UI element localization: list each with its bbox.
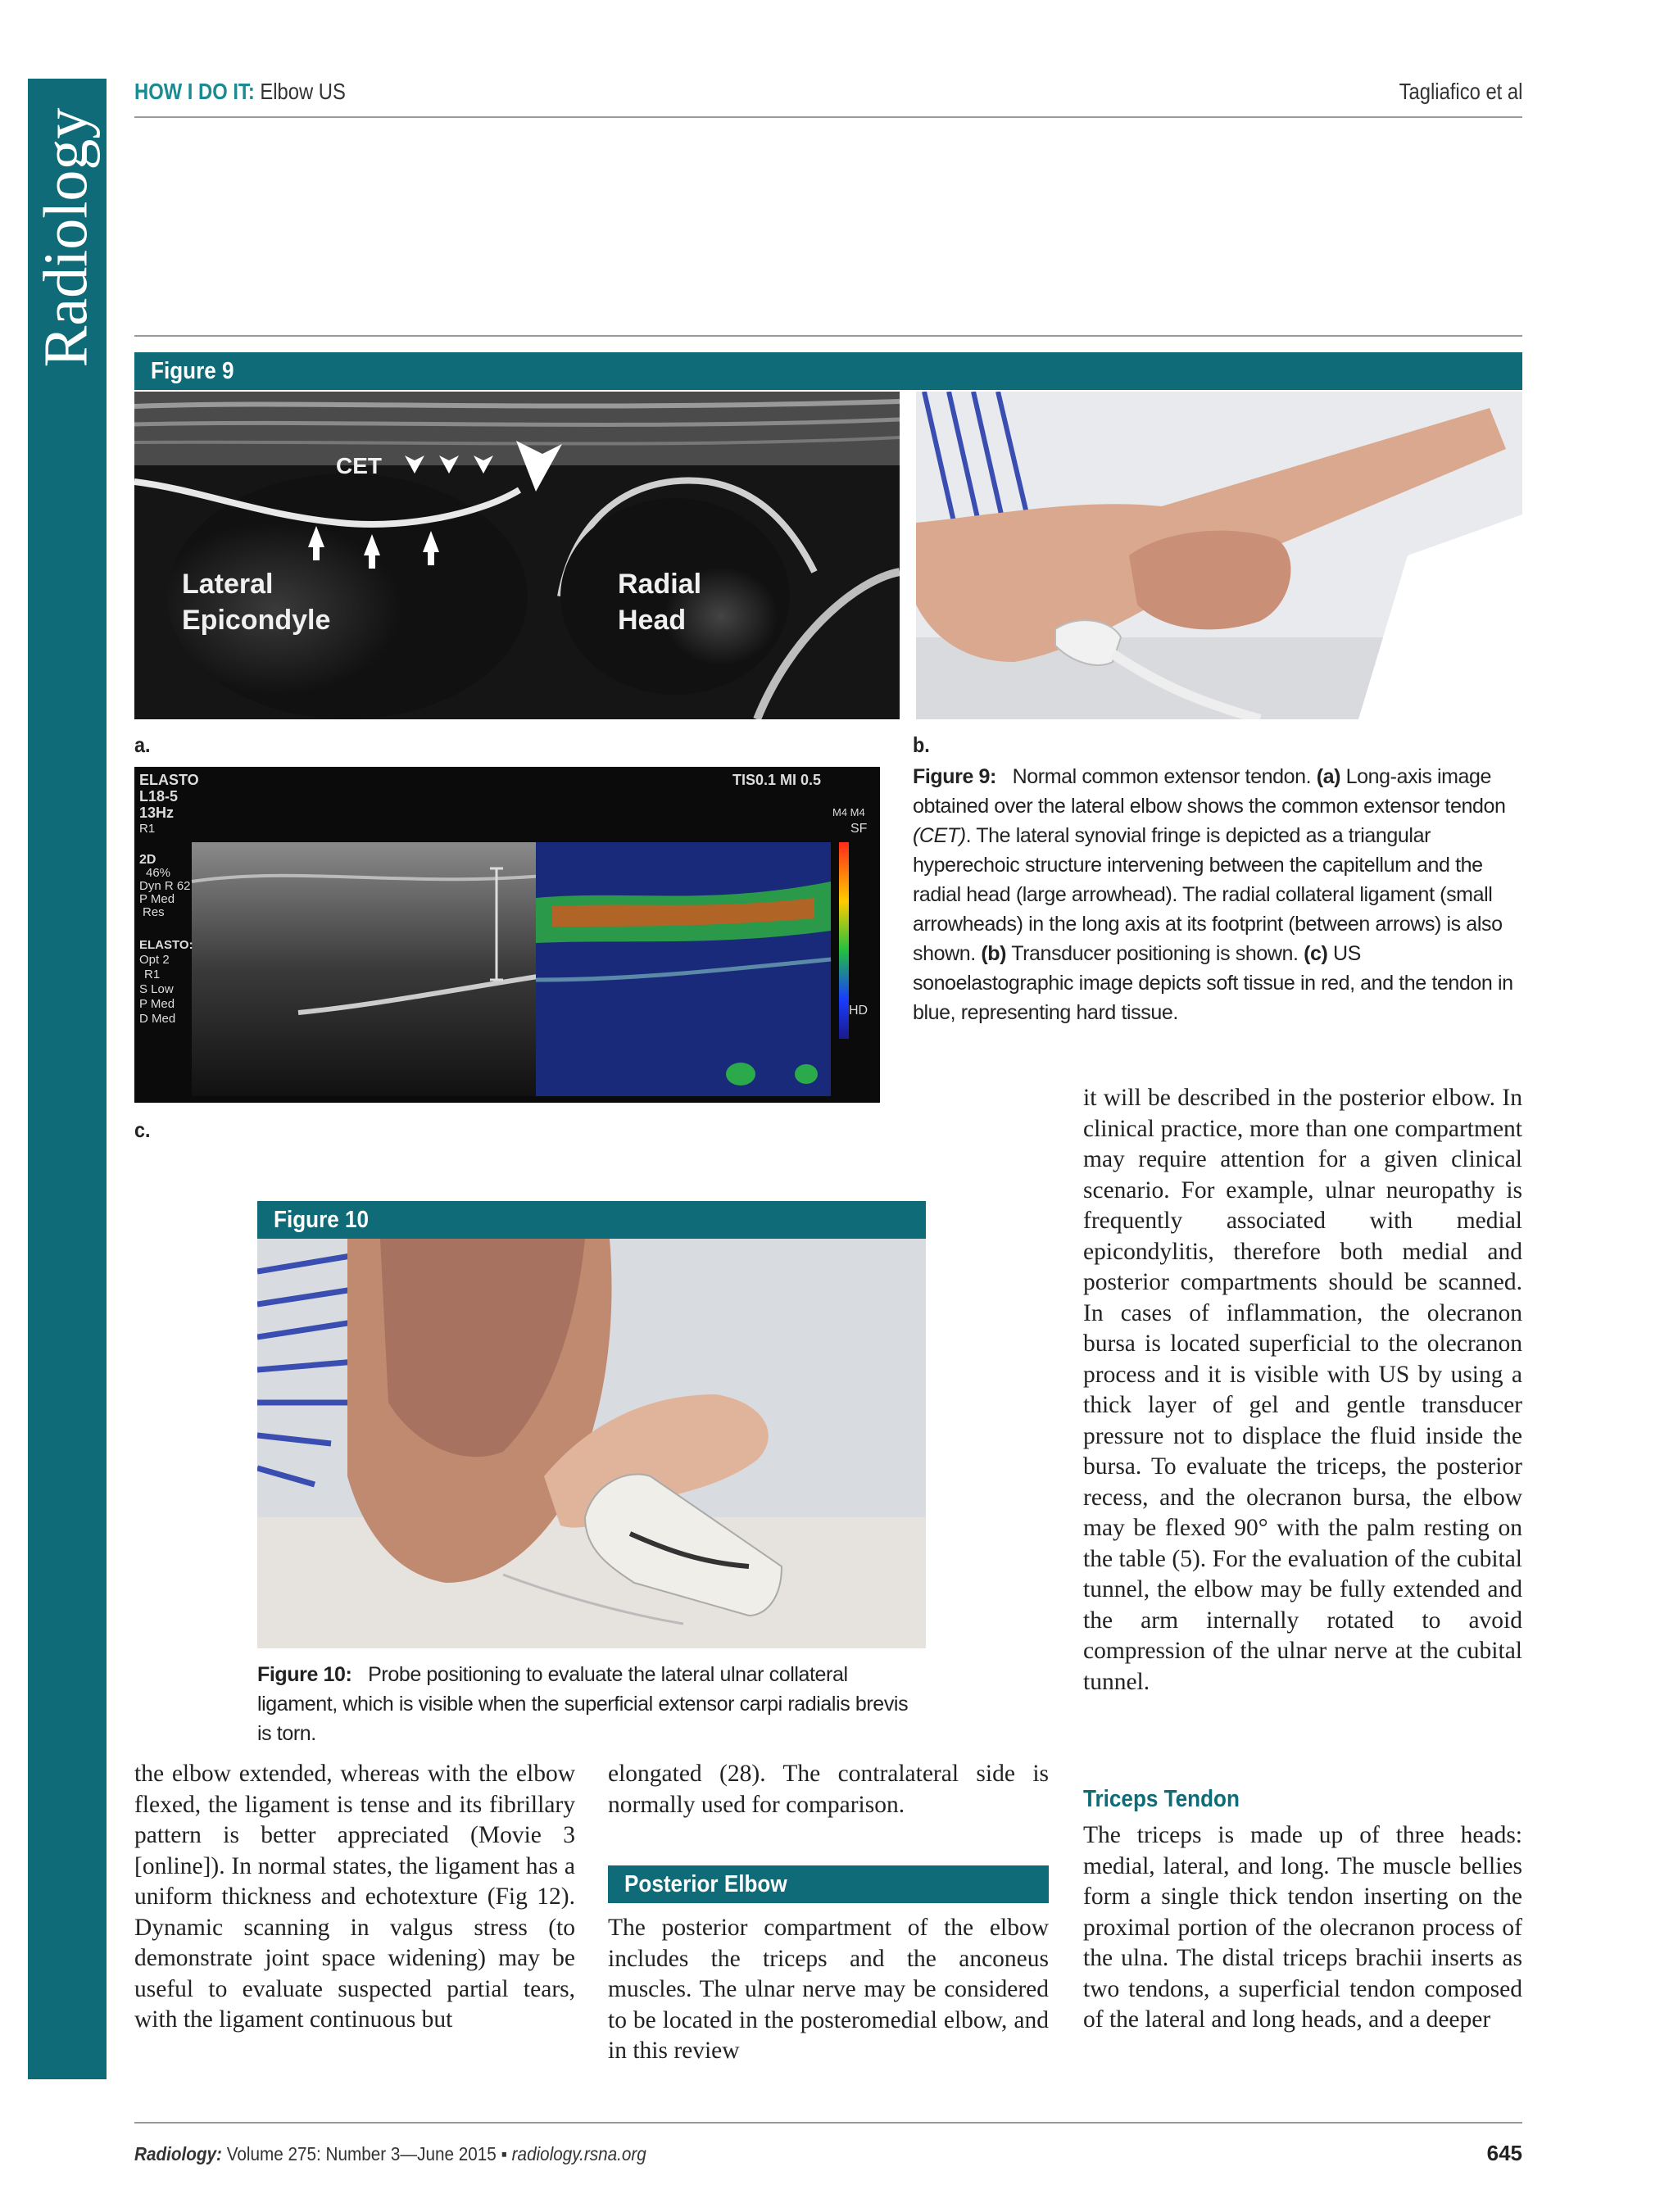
body-paragraph-col2: elongated (28). The contralateral side is normally used for comparison. [608,1761,1049,1818]
us-label-epicondyle: Epicondyle [182,605,331,636]
elasto-scale-top: M4 M4 [832,806,865,818]
us-label-radial: Radial [618,569,702,600]
elasto-line-6: Dyn R 62 [139,879,191,893]
elasto-line-11: R1 [144,968,161,981]
posterior-elbow-section [608,1913,1049,2067]
footer-volume: Volume 275: Number 3—June 2015 ▪ [221,2143,512,2164]
page-number: 645 [1486,2141,1522,2165]
figure9-caption-part: Transducer positioning is shown. [1006,942,1304,965]
elasto-line-4: 2D [139,853,156,867]
triceps-tendon-section [1083,1820,1522,2036]
figure9-caption-part: Normal common extensor tendon. [1012,765,1317,788]
figure10-label-bar: Figure 10 [257,1201,926,1239]
journal-spine [28,79,107,2079]
footer-url: radiology.rsna.org [511,2143,646,2164]
figure10-probe-photo [257,1239,926,1648]
posterior-elbow-heading: Posterior Elbow [608,1865,1049,1903]
elasto-line-1: L18-5 [139,788,179,805]
elasto-line-2: 13Hz [139,805,175,821]
body-paragraph-triceps: The triceps is made up of three heads: medial, lateral, and long. The muscle bellies form a single thick tendon inserting on the proximal portion of the olecranon process of the ulna. The distal triceps brachii inserts as two tendons, a superficial tendon composed of the lateral and long heads, and a deeper [1083,1822,1522,2033]
panel-label-b: b. [913,732,930,757]
elasto-line-3: R1 [139,822,156,836]
header-section: Elbow US [260,79,346,104]
body-paragraph-col1: the elbow extended, whereas with the elbow flexed, the ligament is tense and its fibrillary pattern is better appreciated (Movie 3 [online]). In normal states, the ligament has a uniform thickness and echotexture (Fig 12). Dynamic scanning in valgus stress (to demonstrate joint space widening) may be useful to evaluate suspected partial tears, with the ligament continuous but [134,1761,575,2033]
figure9-caption [913,762,1522,1027]
elasto-scale-sf: SF [850,822,868,836]
header-rule [134,116,1522,118]
running-header-left [134,79,346,105]
footer-citation [134,2143,646,2165]
figure10-caption [257,1660,926,1748]
figure9-label-bar: Figure 9 [134,352,1522,390]
figure-top-rule [134,335,1522,337]
body-column-3 [1083,1083,1522,1698]
elasto-scale-hd: HD [849,1004,868,1018]
figure9-caption-part: (c) [1304,942,1328,965]
figure9-caption-part: . The lateral synovial fringe is depicted as a triangular hyperechoic structure intervening between the capitellum and the radial head (large arrowhead). The radial collateral ligament (small arrowheads) in the long axis at its footprint (between arrows) is also shown. [913,824,1503,965]
elasto-line-14: D Med [139,1012,176,1026]
body-column-2 [608,1759,1049,1820]
figure9b-transducer-photo [916,392,1522,719]
panel-label-a: a. [134,732,151,757]
running-header-authors: Tagliafico et al [1399,79,1522,104]
figure9-caption-part: (b) [981,942,1007,965]
journal-spine-title: Radiology [31,107,101,368]
elasto-line-8: Res [143,905,165,919]
body-paragraph-col3: it will be described in the posterior elbow. In clinical practice, more than one compartment may require attention for a given clinical scenario. For example, ulnar neuropathy is frequently associated with medial epicondylitis, therefore both medial and posterior compartments should be scanned. In cases of inflammation, the olecranon bursa is located superficial to the olecranon process and it is visible with US by using a thick layer of gel and gentle transducer pressure not to displace the fluid inside the bursa. To evaluate the triceps, the posterior recess, and the olecranon bursa, the elbow may be flexed 90° with the palm resting on the table (5). For the evaluation of the cubital tunnel, the elbow may be fully extended and the arm internally rotated to avoid compression of the ulnar nerve at the cubital tunnel. [1083,1085,1522,1695]
elasto-tis-mi: TIS0.1 MI 0.5 [732,772,822,788]
elasto-line-7: P Med [139,892,175,906]
elasto-line-13: P Med [139,997,175,1011]
figure9-caption-part: US sonoelastographic image depicts soft tissue in red, and the tendon in blue, representing hard tissue. [913,942,1513,1024]
us-label-cet: CET [336,453,382,478]
figure10-caption-text: Probe positioning to evaluate the lateral ulnar collateral ligament, which is visible when the superficial extensor carpi radialis brevis is torn. [257,1663,909,1745]
footer-journal: Radiology: [134,2143,222,2164]
us-label-lateral: Lateral [182,569,274,600]
figure9a-ultrasound-image [134,392,900,719]
triceps-tendon-heading: Triceps Tendon [1083,1786,1240,1812]
footer-rule [134,2122,1522,2124]
figure9-caption-title: Figure 9: [913,765,996,788]
elasto-line-10: Opt 2 [139,953,170,967]
panel-label-c: c. [134,1117,151,1142]
body-column-1 [134,1759,575,2036]
elasto-line-12: S Low [139,982,174,996]
figure9c-elastography-image [134,767,880,1103]
elasto-line-9: ELASTO: [139,938,193,952]
header-kicker: HOW I DO IT: [134,79,255,104]
figure9-caption-part: (a) [1316,765,1341,788]
us-label-head: Head [618,605,687,636]
figure10-caption-title: Figure 10: [257,1663,352,1686]
figure9-caption-part: (CET) [913,824,966,847]
elasto-line-0: ELASTO [139,772,199,788]
figure9-caption-part: Long-axis image obtained over the lateral elbow shows the common extensor tendon [913,765,1506,818]
elasto-line-5: 46% [146,866,171,880]
body-paragraph-posterior: The posterior compartment of the elbow includes the triceps and the anconeus muscles. The ulnar nerve may be considered to be located in the posteromedial elbow, and in this review [608,1915,1049,2064]
